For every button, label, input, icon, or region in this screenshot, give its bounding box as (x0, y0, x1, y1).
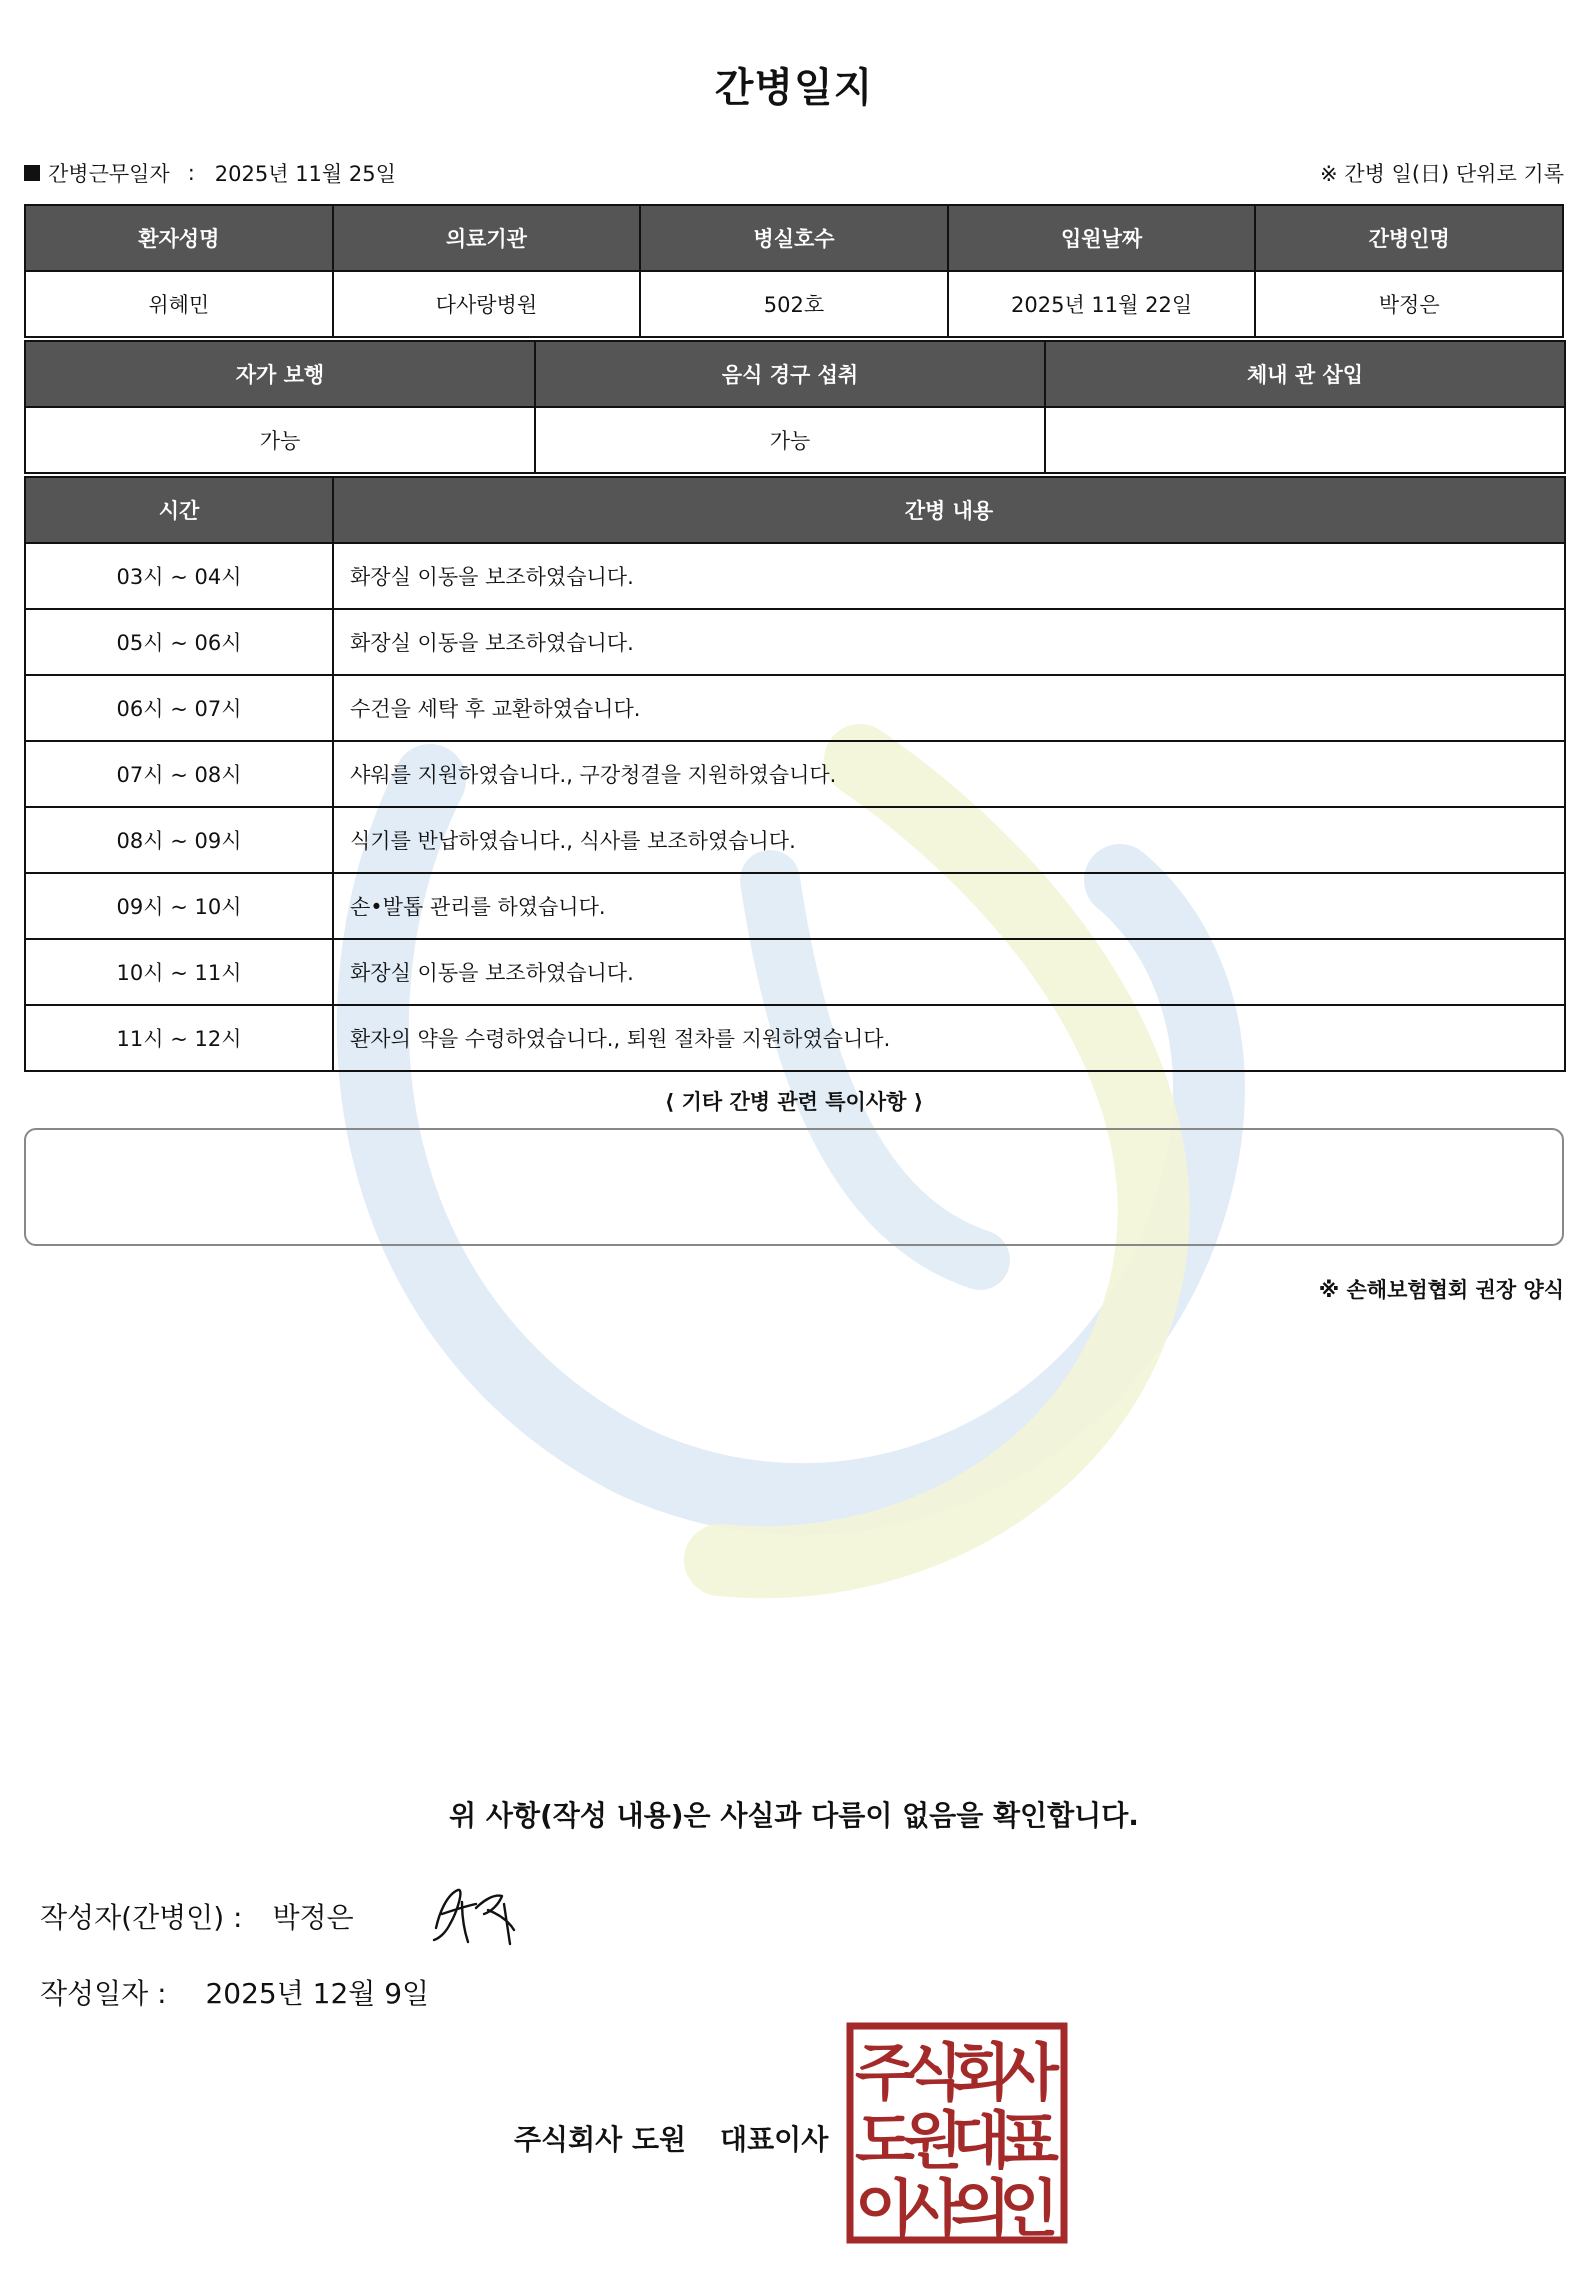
meta-row (24, 158, 1564, 188)
care-time: 10시 ~ 11시 (25, 939, 333, 1005)
table-row (25, 741, 1565, 807)
room-number: 502호 (640, 271, 948, 337)
notes-title: ⟨ 기타 간병 관련 특이사항 ⟩ (664, 1090, 924, 1114)
table-row (25, 873, 1565, 939)
care-time: 08시 ~ 09시 (25, 807, 333, 873)
care-content: 샤워를 지원하였습니다., 구강청결을 지원하였습니다. (333, 741, 1565, 807)
oral-intake-value: 가능 (535, 407, 1045, 473)
care-log-header-row (25, 477, 1565, 543)
care-content: 화장실 이동을 보조하였습니다. (333, 939, 1565, 1005)
svg-text:의: 의 (951, 2172, 1011, 2244)
table-row (25, 807, 1565, 873)
svg-text:이: 이 (855, 2172, 915, 2244)
unit-note: ※ 간병 일(日) 단위로 기록 (1320, 162, 1564, 186)
header-tube-insertion: 체내 관 삽입 (1045, 341, 1565, 407)
patient-info-header-row (25, 205, 1563, 271)
writer-row (40, 1896, 354, 1936)
self-walking-value: 가능 (25, 407, 535, 473)
patient-info-table (24, 204, 1564, 338)
caregiver-name: 박정은 (1255, 271, 1563, 337)
signature-image (428, 1880, 538, 1950)
table-row (25, 543, 1565, 609)
notes-box (24, 1128, 1564, 1246)
document-title: 간병일지 (714, 65, 874, 111)
svg-text:인: 인 (999, 2172, 1059, 2244)
header-care-content: 간병 내용 (333, 477, 1565, 543)
care-content: 식기를 반납하였습니다., 식사를 보조하였습니다. (333, 807, 1565, 873)
company-name: 주식회사 도원 (514, 2123, 687, 2156)
svg-text:회: 회 (951, 2036, 1011, 2109)
patient-name: 위혜민 (25, 271, 333, 337)
written-date-value: 2025년 12월 9일 (205, 1977, 430, 2010)
svg-text:원: 원 (903, 2104, 963, 2177)
tube-insertion-value (1045, 407, 1565, 473)
company-signature-line (514, 2118, 828, 2158)
header-patient-name: 환자성명 (25, 205, 333, 271)
square-bullet-icon (24, 165, 40, 181)
svg-text:주: 주 (855, 2036, 915, 2109)
svg-text:사: 사 (999, 2036, 1059, 2109)
patient-status-value-row (25, 407, 1565, 473)
care-time: 05시 ~ 06시 (25, 609, 333, 675)
patient-status-table (24, 340, 1566, 474)
header-self-walking: 자가 보행 (25, 341, 535, 407)
svg-text:식: 식 (903, 2036, 963, 2109)
care-content: 수건을 세탁 후 교환하였습니다. (333, 675, 1565, 741)
writer-name: 박정은 (272, 1901, 354, 1934)
svg-text:사: 사 (903, 2172, 963, 2244)
care-time: 06시 ~ 07시 (25, 675, 333, 741)
svg-text:표: 표 (999, 2104, 1059, 2177)
care-content: 손•발톱 관리를 하였습니다. (333, 873, 1565, 939)
care-content: 환자의 약을 수령하였습니다., 퇴원 절차를 지원하였습니다. (333, 1005, 1565, 1071)
care-time: 07시 ~ 08시 (25, 741, 333, 807)
work-date (24, 158, 396, 188)
written-date-row (40, 1972, 429, 2012)
patient-status-header-row (25, 341, 1565, 407)
header-oral-intake: 음식 경구 섭취 (535, 341, 1045, 407)
patient-info-value-row (25, 271, 1563, 337)
header-time: 시간 (25, 477, 333, 543)
svg-text:도: 도 (855, 2104, 915, 2177)
work-date-colon: : (187, 161, 195, 185)
work-date-label: 간병근무일자 (48, 162, 170, 186)
header-hospital: 의료기관 (333, 205, 641, 271)
care-content: 화장실 이동을 보조하였습니다. (333, 543, 1565, 609)
care-content: 화장실 이동을 보조하였습니다. (333, 609, 1565, 675)
table-row (25, 939, 1565, 1005)
confirmation-statement: 위 사항(작성 내용)은 사실과 다름이 없음을 확인합니다. (449, 1799, 1139, 1832)
admission-date: 2025년 11월 22일 (948, 271, 1256, 337)
header-room-number: 병실호수 (640, 205, 948, 271)
care-time: 11시 ~ 12시 (25, 1005, 333, 1071)
work-date-value: 2025년 11월 25일 (214, 162, 396, 186)
recommendation-note: ※ 손해보험협회 권장 양식 (1318, 1278, 1564, 1302)
svg-text:대: 대 (951, 2104, 1011, 2177)
header-caregiver-name: 간병인명 (1255, 205, 1563, 271)
hospital-name: 다사랑병원 (333, 271, 641, 337)
header-admission-date: 입원날짜 (948, 205, 1256, 271)
care-log-table (24, 476, 1566, 1072)
writer-label: 작성자(간병인) : (40, 1901, 243, 1934)
table-row (25, 609, 1565, 675)
written-date-label: 작성일자 : (40, 1977, 167, 2010)
table-row (25, 675, 1565, 741)
company-seal-stamp (846, 2022, 1068, 2244)
care-time: 03시 ~ 04시 (25, 543, 333, 609)
care-time: 09시 ~ 10시 (25, 873, 333, 939)
table-row (25, 1005, 1565, 1071)
company-rep-title: 대표이사 (720, 2123, 829, 2156)
